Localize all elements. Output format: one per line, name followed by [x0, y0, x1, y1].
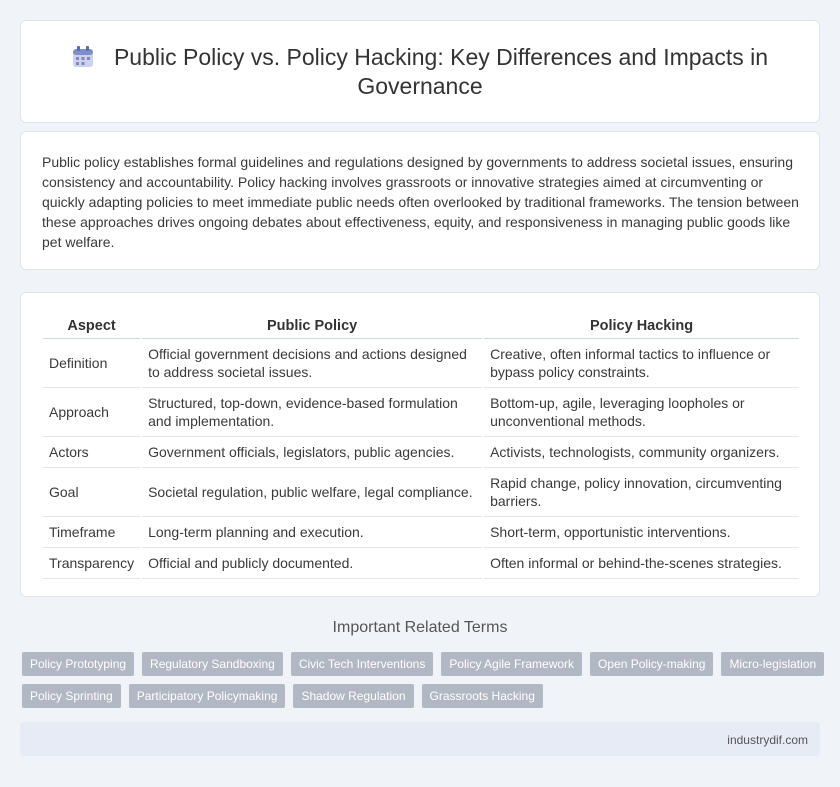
table-row [43, 517, 799, 548]
header-policy-hacking: Policy Hacking [484, 313, 799, 339]
related-terms-tags [22, 652, 822, 716]
footer-bar [20, 722, 820, 756]
row-public-policy: Government officials, legislators, public agencies. [142, 437, 482, 468]
header-aspect: Aspect [43, 313, 140, 339]
row-public-policy: Structured, top-down, evidence-based formulation and implementation. [142, 388, 482, 437]
table-header-row [43, 313, 799, 339]
tag-shadow-regulation[interactable]: Shadow Regulation [293, 684, 413, 708]
row-aspect: Timeframe [43, 517, 140, 548]
row-aspect: Goal [43, 468, 140, 517]
row-aspect: Actors [43, 437, 140, 468]
header-public-policy: Public Policy [142, 313, 482, 339]
tag-regulatory-sandboxing[interactable]: Regulatory Sandboxing [142, 652, 283, 676]
page-title: Public Policy vs. Policy Hacking: Key Differences and Impacts in Governance [113, 44, 769, 99]
row-public-policy: Long-term planning and execution. [142, 517, 482, 548]
row-policy-hacking: Activists, technologists, community organizers. [484, 437, 799, 468]
intro-paragraph: Public policy establishes formal guidelines and regulations designed by governments to address societal issues, ensuring consistency and accountability. Policy hacking involves grassroots or innovative strategies aimed at circumventing or quickly adapting policies to meet immediate public needs often overlooked by traditional frameworks. The tension between these approaches drives ongoing debates about effectiveness, equity, and responsiveness in managing public goods like pet welfare. [42, 154, 799, 250]
tag-policy-agile-framework[interactable]: Policy Agile Framework [441, 652, 582, 676]
tag-row-1 [22, 652, 822, 676]
row-aspect: Approach [43, 388, 140, 437]
table-row [43, 548, 799, 579]
tag-participatory-policymaking[interactable]: Participatory Policymaking [129, 684, 286, 708]
tag-policy-sprinting[interactable]: Policy Sprinting [22, 684, 121, 708]
row-public-policy: Official government decisions and actions designed to address societal issues. [142, 339, 482, 388]
row-public-policy: Official and publicly documented. [142, 548, 482, 579]
row-aspect: Definition [43, 339, 140, 388]
row-public-policy: Societal regulation, public welfare, legal compliance. [142, 468, 482, 517]
tag-micro-legislation[interactable]: Micro-legislation [721, 652, 824, 676]
calendar-icon [72, 46, 94, 68]
comparison-card [20, 292, 820, 597]
tag-row-2 [22, 684, 822, 708]
footer-site-link[interactable]: industrydif.com [727, 733, 808, 747]
intro-card [20, 131, 820, 270]
row-policy-hacking: Rapid change, policy innovation, circumventing barriers. [484, 468, 799, 517]
table-row [43, 339, 799, 388]
table-row [43, 468, 799, 517]
row-policy-hacking: Creative, often informal tactics to influence or bypass policy constraints. [484, 339, 799, 388]
row-policy-hacking: Bottom-up, agile, leveraging loopholes or unconventional methods. [484, 388, 799, 437]
header-card [20, 20, 820, 123]
table-row [43, 437, 799, 468]
row-policy-hacking: Short-term, opportunistic interventions. [484, 517, 799, 548]
table-row [43, 388, 799, 437]
tag-open-policy-making[interactable]: Open Policy-making [590, 652, 713, 676]
comparison-table [41, 313, 801, 579]
related-terms-heading: Important Related Terms [332, 619, 508, 636]
page-title-wrap [61, 43, 779, 101]
tag-policy-prototyping[interactable]: Policy Prototyping [22, 652, 134, 676]
tag-civic-tech-interventions[interactable]: Civic Tech Interventions [291, 652, 434, 676]
tag-grassroots-hacking[interactable]: Grassroots Hacking [422, 684, 543, 708]
row-aspect: Transparency [43, 548, 140, 579]
row-policy-hacking: Often informal or behind-the-scenes strategies. [484, 548, 799, 579]
